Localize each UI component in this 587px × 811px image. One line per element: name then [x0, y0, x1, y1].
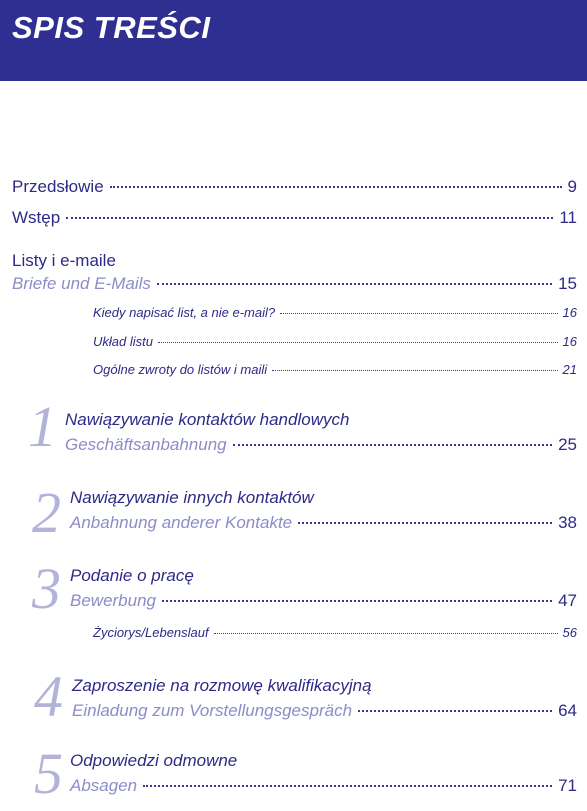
- toc-page-number: 25: [558, 435, 577, 454]
- toc-entry-chapter-2[interactable]: [70, 513, 577, 533]
- toc-entry-chapter-1[interactable]: [65, 435, 577, 455]
- toc-subentry[interactable]: [93, 625, 577, 640]
- dot-leader: [162, 600, 552, 602]
- toc-entry-przedslowie[interactable]: [12, 177, 577, 197]
- toc-subentry[interactable]: [93, 305, 577, 320]
- toc-entry-label: Wstęp: [12, 208, 61, 227]
- toc-page-number: 21: [562, 362, 577, 377]
- chapter-number: 2: [32, 480, 61, 545]
- toc-entry-chapter-4[interactable]: [72, 701, 577, 721]
- chapter-title-pl: Zaproszenie na rozmowę kwalifikacyjną: [72, 676, 372, 695]
- dot-leader: [358, 710, 552, 712]
- toc-page-number: 47: [558, 591, 577, 610]
- chapter-title-de: Bewerbung: [70, 591, 157, 610]
- dot-leader: [298, 522, 552, 524]
- toc-subentry-label: Życiorys/Lebenslauf: [93, 625, 209, 640]
- toc-entry-listy[interactable]: [12, 274, 577, 294]
- chapter-title-de: Absagen: [70, 776, 138, 795]
- dot-leader: [233, 444, 552, 446]
- chapter-number: 4: [34, 664, 63, 729]
- dot-leader: [143, 785, 552, 787]
- toc-page-number: 71: [558, 776, 577, 795]
- section-title-pl: Listy i e-maile: [12, 251, 116, 270]
- dot-leader: [280, 313, 557, 314]
- chapter-title-pl: Nawiązywanie kontaktów handlowych: [65, 410, 350, 429]
- dot-leader: [158, 342, 558, 343]
- dot-leader: [110, 186, 562, 188]
- chapter-title-de: Anbahnung anderer Kontakte: [70, 513, 293, 532]
- chapter-number: 3: [32, 556, 61, 621]
- toc-subentry[interactable]: [93, 362, 577, 377]
- chapter-number: 1: [28, 394, 57, 459]
- chapter-title-de: Geschäftsanbahnung: [65, 435, 227, 454]
- dot-leader: [214, 633, 558, 634]
- dot-leader: [272, 370, 557, 371]
- toc-entry-chapter-5[interactable]: [70, 776, 577, 796]
- chapter-title-pl: Odpowiedzi odmowne: [70, 751, 238, 770]
- toc-page-number: 11: [559, 208, 577, 227]
- toc-page-number: 56: [562, 625, 577, 640]
- chapter-number: 5: [34, 741, 63, 806]
- dot-leader: [157, 283, 552, 285]
- toc-subentry-label: Kiedy napisać list, a nie e-mail?: [93, 305, 276, 320]
- toc-entry-wstep[interactable]: [12, 208, 577, 228]
- page-title: SPIS TREŚCI: [12, 10, 211, 45]
- toc-entry-label: Przedsłowie: [12, 177, 104, 196]
- toc-page-number: 16: [562, 334, 577, 349]
- chapter-title-pl: Podanie o pracę: [70, 566, 194, 585]
- toc-subentry-label: Ogólne zwroty do listów i maili: [93, 362, 268, 377]
- toc-page-number: 16: [562, 305, 577, 320]
- toc-entry-chapter-3[interactable]: [70, 591, 577, 611]
- toc-page-number: 64: [558, 701, 577, 720]
- toc-page-number: 38: [558, 513, 577, 532]
- toc-subentry-label: Układ listu: [93, 334, 153, 349]
- chapter-title-de: Einladung zum Vorstellungsgespräch: [72, 701, 353, 720]
- dot-leader: [66, 217, 553, 219]
- toc-subentry[interactable]: [93, 334, 577, 349]
- section-title-de: Briefe und E-Mails: [12, 274, 151, 293]
- chapter-title-pl: Nawiązywanie innych kontaktów: [70, 488, 314, 507]
- toc-page-number: 15: [558, 274, 577, 293]
- toc-page-number: 9: [567, 177, 577, 196]
- header-banner: [0, 0, 587, 81]
